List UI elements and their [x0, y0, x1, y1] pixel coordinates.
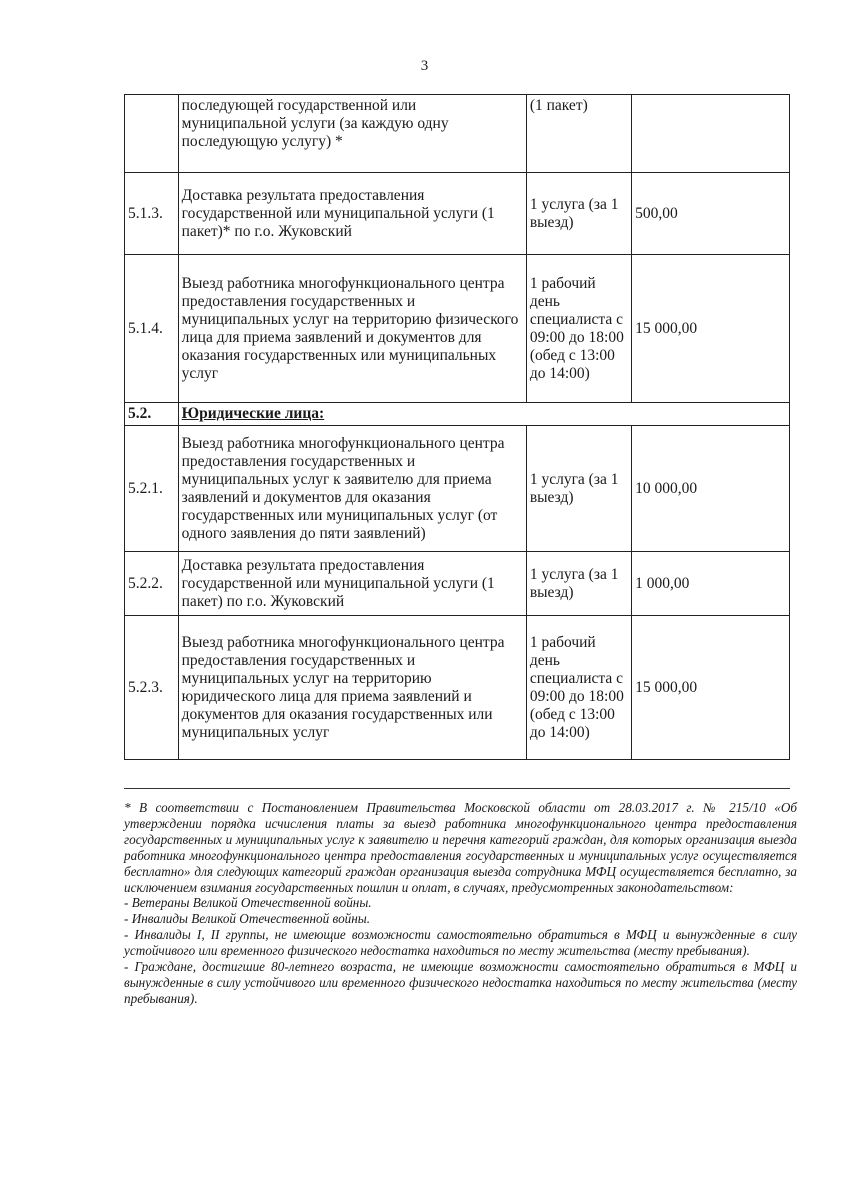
table-row [125, 255, 790, 403]
section-title: Юридические лица: [178, 403, 789, 426]
service-name: Доставка результата предоставления государственной или муниципальной услуги (1 пакет) по г.о. Жуковский [178, 552, 526, 616]
section-number: 5.2. [125, 403, 179, 426]
footnote-item: - Граждане, достигшие 80-летнего возраста, не имеющие возможности самостоятельно обратиться в МФЦ и вынужденные в силу устойчивого или временного физического недостатка находиться по месту жительства (месту пребывания). [124, 959, 797, 1006]
row-number: 5.1.4. [125, 255, 179, 403]
footnote-intro: * В соответствии с Постановлением Правительства Московской области от 28.03.2017 г. № 215/10 «Об утверждении порядка исчисления платы за выезд работника многофункционального центра предоставления государственных и муниципальных услуг к заявителю и перечня категорий граждан, для которых организация выезда работника многофункционального центра предоставления государственных и муниципальных услуг осуществляется бесплатно» для следующих категорий граждан организация выезда сотрудника МФЦ осуществляется бесплатно, за исключением взимания государственных пошлин и оплат, в случаях, предусмотренных законодательством: [124, 800, 797, 895]
service-unit: 1 услуга (за 1 выезд) [526, 552, 631, 616]
table-row [125, 552, 790, 616]
service-name: Выезд работника многофункционального центра предоставления государственных и муниципальных услуг на территорию юридического лица для приема заявлений и документов для оказания государственных или муниципальных услуг [178, 616, 526, 760]
service-unit: 1 рабочий день специалиста с 09:00 до 18:00 (обед с 13:00 до 14:00) [526, 255, 631, 403]
service-price [632, 95, 790, 173]
service-unit: 1 услуга (за 1 выезд) [526, 426, 631, 552]
footnote-divider [124, 788, 790, 789]
service-price: 500,00 [632, 173, 790, 255]
row-number: 5.2.3. [125, 616, 179, 760]
service-price: 10 000,00 [632, 426, 790, 552]
service-unit: 1 услуга (за 1 выезд) [526, 173, 631, 255]
section-header-row [125, 403, 790, 426]
service-price: 15 000,00 [632, 255, 790, 403]
page-number: 3 [420, 58, 429, 74]
footnote-item: - Ветераны Великой Отечественной войны. [124, 895, 372, 911]
table-row [125, 616, 790, 760]
service-name: Выезд работника многофункционального центра предоставления государственных и муниципальных услуг к заявителю для приема заявлений и документов для оказания государственных или муниципальных услуг (от одного заявления до пяти заявлений) [178, 426, 526, 552]
service-name: Выезд работника многофункционального центра предоставления государственных и муниципальных услуг на территорию физического лица для приема заявлений и документов для оказания государственных или муниципальных услуг [178, 255, 526, 403]
service-name: последующей государственной или муниципальной услуги (за каждую одну последующую услугу) * [178, 95, 526, 173]
row-number: 5.1.3. [125, 173, 179, 255]
footnote [124, 800, 797, 1007]
footnote-item: - Инвалиды I, II группы, не имеющие возможности самостоятельно обратиться в МФЦ и вынужденные в силу устойчивого или временного физического недостатка находиться по месту жительства (месту пребывания). [124, 927, 797, 959]
row-number: 5.2.2. [125, 552, 179, 616]
table-row [125, 426, 790, 552]
service-unit: (1 пакет) [526, 95, 631, 173]
row-number [125, 95, 179, 173]
table-row [125, 173, 790, 255]
service-unit: 1 рабочий день специалиста с 09:00 до 18:00 (обед с 13:00 до 14:00) [526, 616, 631, 760]
tariff-table [124, 94, 790, 760]
table-row [125, 95, 790, 173]
row-number: 5.2.1. [125, 426, 179, 552]
service-price: 15 000,00 [632, 616, 790, 760]
service-name: Доставка результата предоставления государственной или муниципальной услуги (1 пакет)* по г.о. Жуковский [178, 173, 526, 255]
footnote-item: - Инвалиды Великой Отечественной войны. [124, 911, 371, 927]
service-price: 1 000,00 [632, 552, 790, 616]
